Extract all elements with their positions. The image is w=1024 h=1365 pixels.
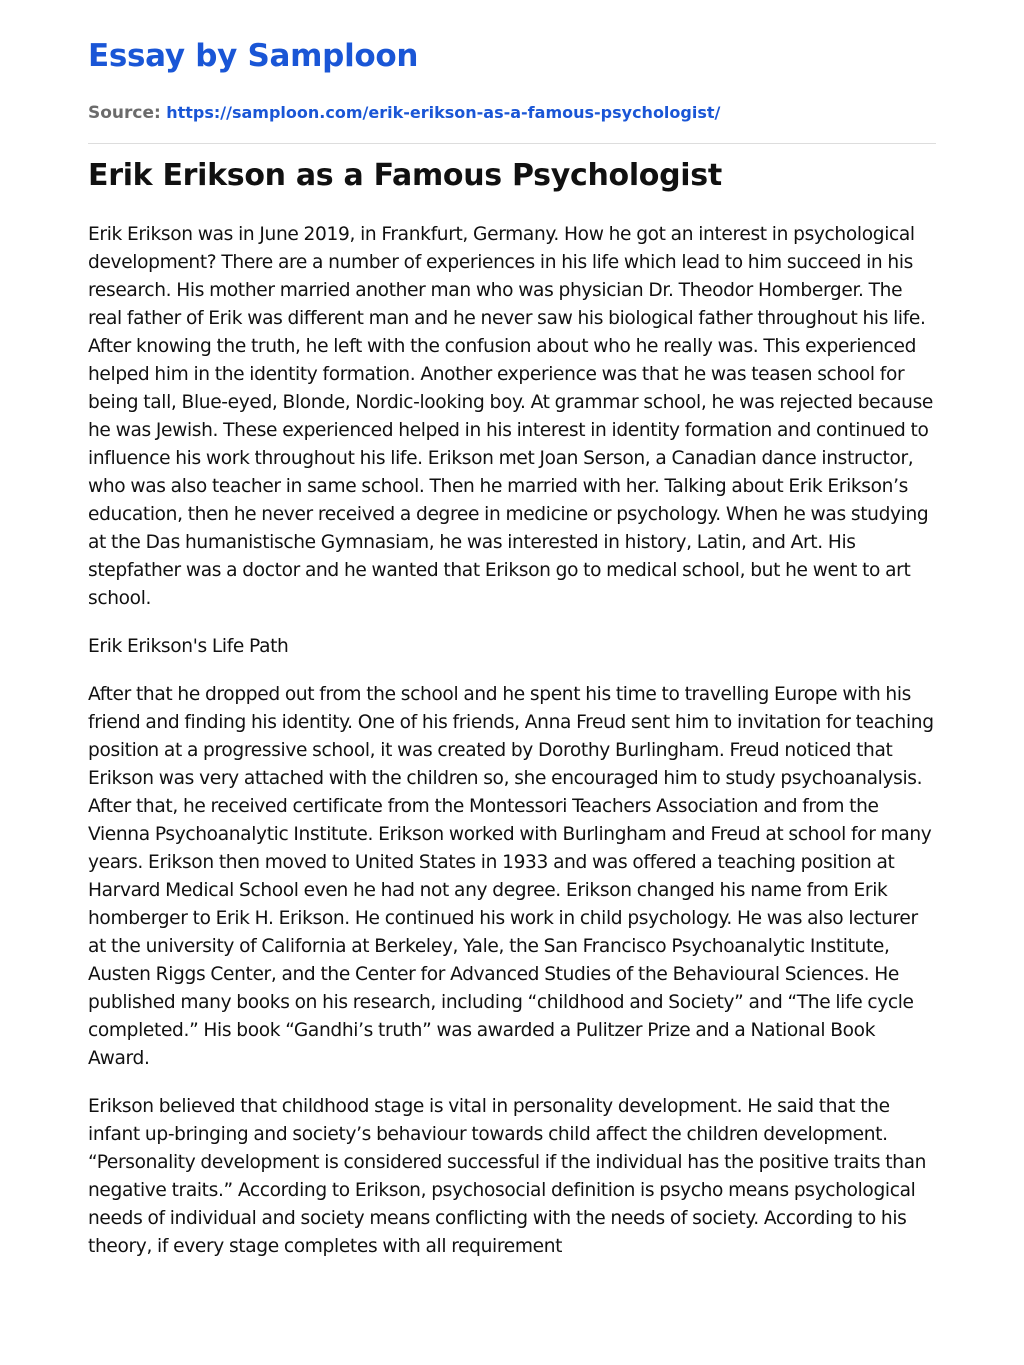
essay-body — [88, 221, 938, 1281]
site-brand[interactable]: Essay by Samploon — [88, 38, 419, 74]
essay-paragraph: Erik Erikson was in June 2019, in Frankfurt, Germany. How he got an interest in psychological development? There are a number of experiences in his life which lead to him succeed in his research. His mother married another man who was physician Dr. Theodor Homberger. The real father of Erik was different man and he never saw his biological father throughout his life. After knowing the truth, he left with the confusion about who he really was. This experienced helped him in the identity formation. Another experience was that he was teasen school for being tall, Blue-eyed, Blonde, Nordic-looking boy. At grammar school, he was rejected because he was Jewish. These experienced helped in his interest in identity formation and continued to influence his work throughout his life. Erikson met Joan Serson, a Canadian dance instructor, who was also teacher in same school. Then he married with her. Talking about Erik Erikson’s education, then he never received a degree in medicine or psychology. When he was studying at the Das humanistische Gymnasiam, he was interested in history, Latin, and Art. His stepfather was a doctor and he wanted that Erikson go to medical school, but he went to art school. — [88, 224, 933, 609]
source-line — [88, 102, 720, 124]
essay-paragraph: After that he dropped out from the school and he spent his time to travelling Europe with his friend and finding his identity. One of his friends, Anna Freud sent him to invitation for teaching position at a progressive school, it was created by Dorothy Burlingham. Freud noticed that Erikson was very attached with the children so, she encouraged him to study psychoanalysis. After that, he received certificate from the Montessori Teachers Association and from the Vienna Psychoanalytic Institute. Erikson worked with Burlingham and Freud at school for many years. Erikson then moved to United States in 1933 and was offered a teaching position at Harvard Medical School even he had not any degree. Erikson changed his name from Erik homberger to Erik H. Erikson. He continued his work in child psychology. He was also lecturer at the university of California at Berkeley, Yale, the San Francisco Psychoanalytic Institute, Austen Riggs Center, and the Center for Advanced Studies of the Behavioural Sciences. He published many books on his research, including “childhood and Society” and “The life cycle completed.” His book “Gandhi’s truth” was awarded a Pulitzer Prize and a National Book Award. — [88, 684, 934, 1069]
source-label: Source: — [88, 103, 161, 123]
essay-paragraph: Erikson believed that childhood stage is vital in personality development. He said that the infant up-bringing and society’s behaviour towards child affect the children development. “Personality development is considered successful if the individual has the positive traits than negative traits.” According to Erikson, psychosocial definition is psycho means psychological needs of individual and society means conflicting with the needs of society. According to his theory, if every stage completes with all requirement — [88, 1096, 927, 1257]
section-subheading: Erik Erikson's Life Path — [88, 636, 289, 657]
source-link[interactable]: https://samploon.com/erik-erikson-as-a-famous-psychologist/ — [166, 103, 721, 122]
essay-title: Erik Erikson as a Famous Psychologist — [88, 158, 722, 193]
header-divider — [88, 143, 936, 144]
